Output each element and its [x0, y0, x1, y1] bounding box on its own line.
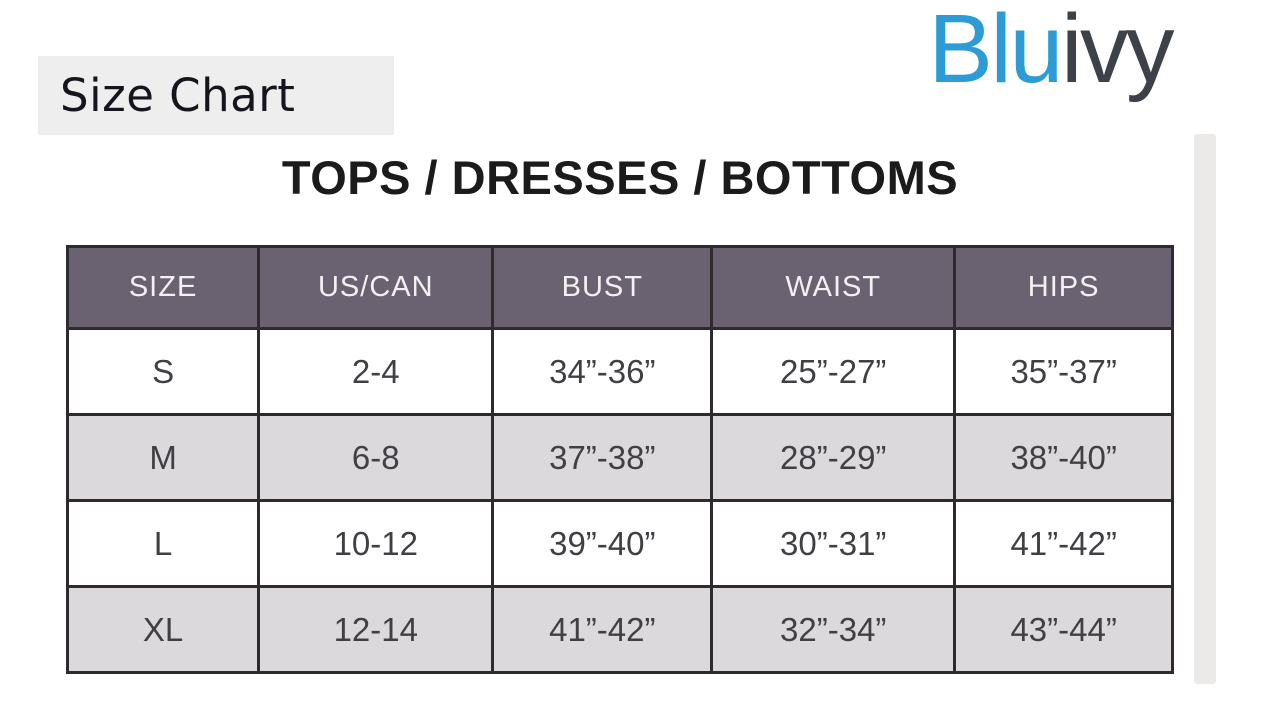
table-row-m	[68, 415, 1173, 501]
right-edge-strip	[1194, 134, 1216, 684]
table-row-xl	[68, 587, 1173, 673]
column-header-waist: WAIST	[712, 247, 955, 329]
table-cell: 43”-44”	[955, 587, 1173, 673]
table-title: TOPS / DRESSES / BOTTOMS	[281, 151, 959, 204]
table-cell: 41”-42”	[955, 501, 1173, 587]
table-cell: 41”-42”	[493, 587, 712, 673]
bluivy-logo	[928, 0, 1172, 103]
logo-text-blu: Blu	[928, 0, 1061, 103]
table-cell: 35”-37”	[955, 329, 1173, 415]
table-cell: 39”-40”	[493, 501, 712, 587]
table-cell: M	[68, 415, 259, 501]
table-cell: 28”-29”	[712, 415, 955, 501]
logo-text-ivy: ivy	[1060, 0, 1172, 103]
size-chart-title-box	[38, 56, 394, 135]
table-cell: 2-4	[259, 329, 493, 415]
table-cell: 32”-34”	[712, 587, 955, 673]
table-cell: L	[68, 501, 259, 587]
table-cell: 37”-38”	[493, 415, 712, 501]
table-cell: 25”-27”	[712, 329, 955, 415]
table-header-row	[68, 247, 1173, 329]
table-cell: 34”-36”	[493, 329, 712, 415]
table-cell: 6-8	[259, 415, 493, 501]
table-cell: XL	[68, 587, 259, 673]
column-header-hips: HIPS	[955, 247, 1173, 329]
table-row-l	[68, 501, 1173, 587]
column-header-size: SIZE	[68, 247, 259, 329]
column-header-bust: BUST	[493, 247, 712, 329]
size-chart-table	[66, 245, 1174, 674]
page-title: Size Chart	[60, 69, 296, 122]
table-cell: 30”-31”	[712, 501, 955, 587]
table-row-s	[68, 329, 1173, 415]
table-cell: 10-12	[259, 501, 493, 587]
table-cell: 12-14	[259, 587, 493, 673]
column-header-uscan: US/CAN	[259, 247, 493, 329]
table-cell: 38”-40”	[955, 415, 1173, 501]
table-cell: S	[68, 329, 259, 415]
